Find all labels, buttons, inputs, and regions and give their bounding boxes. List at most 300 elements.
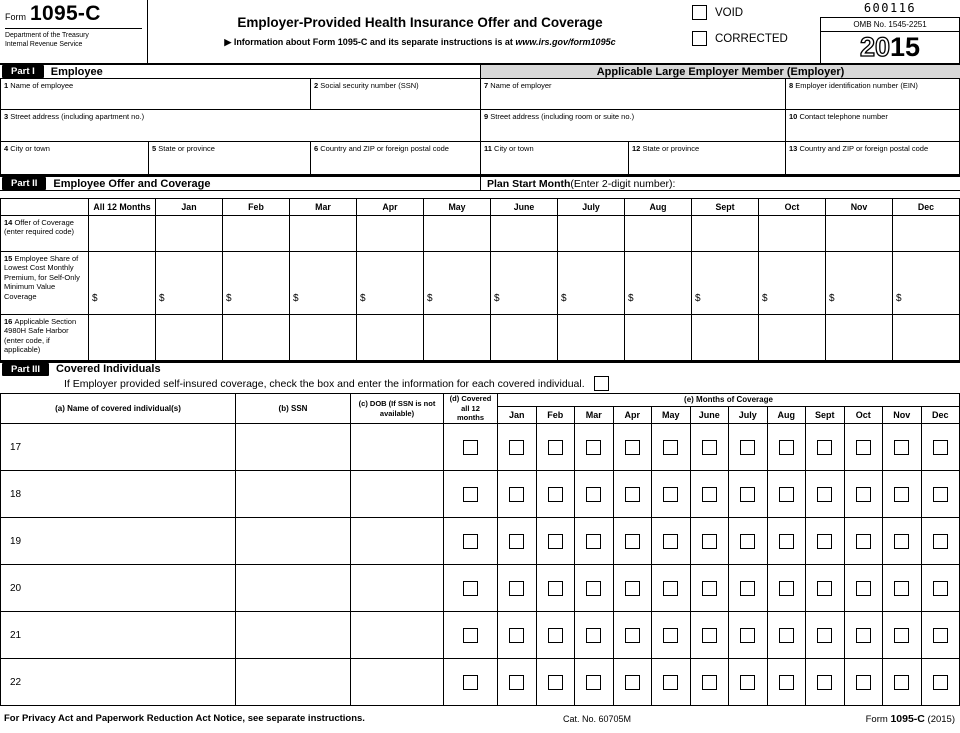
covered-individual-ssn-cell[interactable] <box>236 424 351 470</box>
month-coverage-cell <box>498 424 537 470</box>
part2-entry-cell[interactable] <box>692 252 759 315</box>
form-word: Form <box>5 12 26 22</box>
corrected-checkbox[interactable] <box>692 31 707 46</box>
part3-month-header: Mar <box>575 407 614 423</box>
part2-column-header: Feb <box>223 199 290 216</box>
dollar-sign: $ <box>561 293 567 304</box>
month-coverage-checkbox[interactable] <box>894 534 909 549</box>
part2-entry-cell[interactable] <box>156 216 223 252</box>
covered-individual-row-number: 20 <box>10 582 22 594</box>
month-coverage-cell <box>729 518 768 564</box>
covered-individual-ssn-cell[interactable] <box>236 612 351 658</box>
part2-entry-cell[interactable] <box>893 315 960 361</box>
field-employee-city[interactable] <box>1 142 149 175</box>
dollar-sign: $ <box>92 293 98 304</box>
field-label <box>152 144 307 153</box>
field-text: Employer identification number (EIN) <box>795 81 918 90</box>
part2-entry-cell[interactable] <box>893 216 960 252</box>
part2-entry-cell[interactable] <box>424 252 491 315</box>
month-coverage-checkbox[interactable] <box>663 534 678 549</box>
month-coverage-checkbox[interactable] <box>933 487 948 502</box>
month-coverage-checkbox[interactable] <box>548 440 563 455</box>
part2-entry-cell[interactable] <box>424 315 491 361</box>
part3-month-header: Dec <box>931 410 949 420</box>
covered-all-12-months-checkbox[interactable] <box>463 675 478 690</box>
field-text: City or town <box>10 144 50 153</box>
month-coverage-checkbox[interactable] <box>625 487 640 502</box>
part2-entry-cell[interactable] <box>625 216 692 252</box>
month-coverage-checkbox[interactable] <box>856 675 871 690</box>
part2-entry-cell[interactable] <box>759 315 826 361</box>
footer-form-year: (2015) <box>924 714 955 725</box>
part2-coverage-table <box>0 198 960 361</box>
part3-month-header: May <box>652 407 691 423</box>
part3-instruction-text: If Employer provided self-insured coverage, check the box and enter the information for each covered individual. <box>64 377 585 390</box>
part2-entry-cell[interactable] <box>290 315 357 361</box>
part2-entry-cell[interactable] <box>89 252 156 315</box>
covered-individual-row-number: 17 <box>10 441 22 453</box>
covered-individual-row-number: 18 <box>10 488 22 500</box>
month-coverage-checkbox[interactable] <box>779 440 794 455</box>
field-employer-ein[interactable] <box>786 79 960 110</box>
part2-entry-cell[interactable] <box>893 252 960 315</box>
form-subtitle-url: www.irs.gov/form1095c <box>515 37 616 47</box>
part2-row-label <box>1 315 89 361</box>
part2-entry-cell[interactable] <box>625 315 692 361</box>
month-coverage-checkbox[interactable] <box>817 675 832 690</box>
month-coverage-checkbox[interactable] <box>740 440 755 455</box>
month-coverage-cell <box>768 424 807 470</box>
field-employer-street[interactable] <box>481 110 786 142</box>
month-coverage-cell <box>806 518 845 564</box>
covered-individual-name-cell[interactable] <box>1 612 236 658</box>
form-footer <box>0 713 960 729</box>
part2-row-number: 15 <box>4 254 13 263</box>
field-label <box>4 112 477 121</box>
covered-individual-row <box>1 471 960 518</box>
month-coverage-checkbox[interactable] <box>663 487 678 502</box>
field-number: 9 <box>484 112 489 121</box>
month-coverage-checkbox[interactable] <box>856 440 871 455</box>
month-coverage-checkbox[interactable] <box>625 675 640 690</box>
month-coverage-checkbox[interactable] <box>894 581 909 596</box>
form-title-block <box>148 0 692 63</box>
month-coverage-cell <box>575 659 614 705</box>
month-coverage-checkbox[interactable] <box>625 440 640 455</box>
month-coverage-cell <box>922 565 960 611</box>
month-coverage-cell <box>614 424 653 470</box>
month-coverage-checkbox[interactable] <box>548 487 563 502</box>
month-coverage-cell <box>575 565 614 611</box>
month-coverage-checkbox[interactable] <box>586 628 601 643</box>
month-coverage-checkbox[interactable] <box>509 534 524 549</box>
covered-individual-row-number: 22 <box>10 676 22 688</box>
month-coverage-checkbox[interactable] <box>894 675 909 690</box>
part2-entry-cell[interactable] <box>290 252 357 315</box>
month-coverage-cell <box>614 565 653 611</box>
covered-individual-name-cell[interactable] <box>1 518 236 564</box>
part2-table-body <box>1 216 960 361</box>
month-coverage-checkbox[interactable] <box>509 487 524 502</box>
field-label <box>484 112 782 121</box>
part2-entry-cell[interactable] <box>89 216 156 252</box>
month-coverage-cell <box>729 565 768 611</box>
month-coverage-checkbox[interactable] <box>548 675 563 690</box>
part2-title: Employee Offer and Coverage <box>53 177 211 190</box>
covered-individual-row <box>1 659 960 706</box>
part2-column-header: Oct <box>759 199 826 216</box>
part2-entry-cell[interactable] <box>759 216 826 252</box>
part2-entry-cell[interactable] <box>558 315 625 361</box>
month-coverage-checkbox[interactable] <box>702 581 717 596</box>
field-text: State or province <box>158 144 215 153</box>
field-number: 13 <box>789 144 798 153</box>
month-coverage-checkbox[interactable] <box>586 675 601 690</box>
month-coverage-cell <box>614 471 653 517</box>
part2-column-header: Apr <box>357 199 424 216</box>
covered-individual-ssn-cell[interactable] <box>236 659 351 705</box>
month-coverage-cell <box>498 471 537 517</box>
month-coverage-cell <box>729 659 768 705</box>
month-coverage-cell <box>691 612 730 658</box>
footer-form-word: Form <box>865 714 891 725</box>
month-coverage-cell <box>922 612 960 658</box>
month-coverage-cell <box>845 424 884 470</box>
field-number: 4 <box>4 144 9 153</box>
plan-start-month-field[interactable] <box>480 177 960 190</box>
field-label <box>484 81 782 90</box>
month-coverage-checkbox[interactable] <box>702 534 717 549</box>
covered-all-12-months-checkbox[interactable] <box>463 440 478 455</box>
month-coverage-checkbox[interactable] <box>856 581 871 596</box>
part2-entry-cell[interactable] <box>89 315 156 361</box>
covered-individual-dob-cell[interactable] <box>351 612 444 658</box>
field-label <box>314 144 477 153</box>
part2-column-header: Mar <box>290 199 357 216</box>
month-coverage-cell <box>537 471 576 517</box>
month-coverage-cell <box>652 612 691 658</box>
privacy-act-notice: For Privacy Act and Paperwork Reduction Act Notice, see separate instructions. <box>4 713 365 724</box>
part1-title: Employee <box>50 65 103 78</box>
part2-row-label <box>1 216 89 252</box>
covered-individual-ssn-cell[interactable] <box>236 518 351 564</box>
part2-entry-cell[interactable] <box>558 216 625 252</box>
month-coverage-checkbox[interactable] <box>779 487 794 502</box>
part2-row-14 <box>1 216 960 252</box>
part2-header-row <box>1 199 960 216</box>
month-coverage-checkbox[interactable] <box>586 487 601 502</box>
covered-all-12-months-cell <box>444 424 498 470</box>
month-coverage-cell <box>537 659 576 705</box>
month-coverage-cell <box>691 659 730 705</box>
void-label: VOID <box>715 6 744 19</box>
part2-bar-left <box>0 177 480 190</box>
month-coverage-checkbox[interactable] <box>856 628 871 643</box>
field-employee-ssn[interactable] <box>311 79 481 110</box>
month-coverage-checkbox[interactable] <box>702 675 717 690</box>
part3-month-header: Oct <box>845 407 884 423</box>
field-label <box>4 144 145 153</box>
field-text: Contact telephone number <box>799 112 888 121</box>
part3-month-cells <box>498 424 960 470</box>
covered-individual-name-cell[interactable] <box>1 424 236 470</box>
month-coverage-checkbox[interactable] <box>702 440 717 455</box>
dollar-sign: $ <box>226 293 232 304</box>
part2-entry-cell[interactable] <box>223 315 290 361</box>
month-coverage-checkbox[interactable] <box>779 628 794 643</box>
field-text: Social security number (SSN) <box>320 81 419 90</box>
part2-entry-cell[interactable] <box>826 315 893 361</box>
month-coverage-cell <box>845 612 884 658</box>
month-coverage-cell <box>575 424 614 470</box>
month-coverage-checkbox[interactable] <box>817 440 832 455</box>
covered-individual-dob-cell[interactable] <box>351 565 444 611</box>
form-number: 1095-C <box>30 2 101 25</box>
field-number: 7 <box>484 81 489 90</box>
month-coverage-checkbox[interactable] <box>933 534 948 549</box>
part2-entry-cell[interactable] <box>558 252 625 315</box>
part2-row-label <box>1 252 89 315</box>
covered-all-12-months-checkbox[interactable] <box>463 628 478 643</box>
catalog-number: Cat. No. 60705M <box>563 714 632 724</box>
field-employer-country[interactable] <box>786 142 960 175</box>
month-coverage-cell <box>537 565 576 611</box>
month-coverage-cell <box>883 471 922 517</box>
field-label <box>789 144 956 153</box>
field-employee-street[interactable] <box>1 110 481 142</box>
form-identity-block <box>0 0 148 63</box>
month-coverage-checkbox[interactable] <box>740 487 755 502</box>
part2-column-header: May <box>424 199 491 216</box>
part1-row-3 <box>1 142 960 175</box>
part2-entry-cell[interactable] <box>491 216 558 252</box>
month-coverage-checkbox[interactable] <box>509 440 524 455</box>
field-text: State or province <box>642 144 700 153</box>
part2-row-label-text: Offer of Coverage (enter required code) <box>4 218 75 237</box>
dollar-sign: $ <box>360 293 366 304</box>
month-coverage-cell <box>922 518 960 564</box>
form-subtitle <box>224 37 615 48</box>
part3-header-name: (a) Name of covered individual(s) <box>1 394 236 423</box>
month-coverage-checkbox[interactable] <box>586 440 601 455</box>
omb-box <box>820 17 960 63</box>
field-employee-state[interactable] <box>149 142 311 175</box>
field-employee-name[interactable] <box>1 79 311 110</box>
month-coverage-checkbox[interactable] <box>702 487 717 502</box>
part3-month-cells <box>498 565 960 611</box>
month-coverage-cell <box>537 612 576 658</box>
month-coverage-cell <box>806 424 845 470</box>
field-text: Street address (including apartment no.) <box>10 112 145 121</box>
covered-individual-dob-cell[interactable] <box>351 659 444 705</box>
month-coverage-checkbox[interactable] <box>933 628 948 643</box>
field-number: 5 <box>152 144 157 153</box>
covered-individual-name-cell[interactable] <box>1 565 236 611</box>
covered-individual-ssn-cell[interactable] <box>236 471 351 517</box>
month-coverage-checkbox[interactable] <box>856 487 871 502</box>
part2-entry-cell[interactable] <box>156 252 223 315</box>
part2-entry-cell[interactable] <box>357 252 424 315</box>
month-coverage-checkbox[interactable] <box>817 534 832 549</box>
part3-month-cells <box>498 659 960 705</box>
month-coverage-checkbox[interactable] <box>586 534 601 549</box>
field-number: 3 <box>4 112 9 121</box>
part1-bar-left <box>0 65 480 78</box>
part3-title: Covered Individuals <box>56 363 161 375</box>
part2-entry-cell[interactable] <box>357 216 424 252</box>
void-row <box>692 5 820 20</box>
field-text: City or town <box>494 144 534 153</box>
part2-entry-cell[interactable] <box>290 216 357 252</box>
month-coverage-checkbox[interactable] <box>817 628 832 643</box>
part2-row-label-text: Employee Share of Lowest Cost Monthly Premium, for Self-Only Minimum Value Coverage <box>4 254 80 301</box>
month-coverage-checkbox[interactable] <box>663 628 678 643</box>
part2-entry-cell[interactable] <box>491 252 558 315</box>
month-coverage-checkbox[interactable] <box>894 487 909 502</box>
month-coverage-checkbox[interactable] <box>894 628 909 643</box>
month-coverage-cell <box>922 424 960 470</box>
month-coverage-checkbox[interactable] <box>625 628 640 643</box>
covered-individual-name-cell[interactable] <box>1 659 236 705</box>
covered-all-12-months-cell <box>444 565 498 611</box>
dollar-sign: $ <box>762 293 768 304</box>
part3-month-cells <box>498 518 960 564</box>
month-coverage-checkbox[interactable] <box>817 581 832 596</box>
month-coverage-checkbox[interactable] <box>933 675 948 690</box>
dollar-sign: $ <box>695 293 701 304</box>
month-coverage-cell <box>498 518 537 564</box>
month-coverage-cell <box>614 518 653 564</box>
part3-month-header: Apr <box>614 407 653 423</box>
part2-entry-cell[interactable] <box>424 216 491 252</box>
month-coverage-checkbox[interactable] <box>548 581 563 596</box>
month-coverage-checkbox[interactable] <box>933 581 948 596</box>
month-coverage-checkbox[interactable] <box>663 581 678 596</box>
field-employer-city[interactable] <box>481 142 629 175</box>
covered-individual-name-cell[interactable] <box>1 471 236 517</box>
month-coverage-checkbox[interactable] <box>548 628 563 643</box>
part3-header-months-group <box>498 394 960 423</box>
month-coverage-checkbox[interactable] <box>856 534 871 549</box>
field-employee-country[interactable] <box>311 142 481 175</box>
field-text: Street address (including room or suite no.) <box>490 112 635 121</box>
part2-badge: Part II <box>2 177 46 190</box>
month-coverage-checkbox[interactable] <box>586 581 601 596</box>
form-header <box>0 0 960 63</box>
month-coverage-checkbox[interactable] <box>509 581 524 596</box>
month-coverage-checkbox[interactable] <box>740 581 755 596</box>
dollar-sign: $ <box>628 293 634 304</box>
part2-entry-cell[interactable] <box>625 252 692 315</box>
month-coverage-checkbox[interactable] <box>702 628 717 643</box>
part3-instruction-row <box>0 375 960 393</box>
month-coverage-checkbox[interactable] <box>625 534 640 549</box>
field-employer-phone[interactable] <box>786 110 960 142</box>
covered-individuals-table <box>0 393 960 706</box>
part2-entry-cell[interactable] <box>223 216 290 252</box>
part2-entry-cell[interactable] <box>491 315 558 361</box>
month-coverage-checkbox[interactable] <box>663 675 678 690</box>
part2-entry-cell[interactable] <box>156 315 223 361</box>
covered-all-12-months-checkbox[interactable] <box>463 487 478 502</box>
field-text: Name of employee <box>10 81 74 90</box>
field-label <box>632 144 782 153</box>
field-label <box>314 81 477 90</box>
month-coverage-checkbox[interactable] <box>779 534 794 549</box>
covered-all-12-months-cell <box>444 612 498 658</box>
month-coverage-checkbox[interactable] <box>779 675 794 690</box>
month-coverage-cell <box>691 424 730 470</box>
month-coverage-checkbox[interactable] <box>894 440 909 455</box>
month-coverage-checkbox[interactable] <box>933 440 948 455</box>
covered-individual-ssn-cell[interactable] <box>236 565 351 611</box>
covered-individual-dob-cell[interactable] <box>351 471 444 517</box>
part3-header-months-label: (e) Months of Coverage <box>498 394 959 407</box>
part2-entry-cell[interactable] <box>357 315 424 361</box>
field-employer-name[interactable] <box>481 79 786 110</box>
field-number: 10 <box>789 112 798 121</box>
month-coverage-checkbox[interactable] <box>663 440 678 455</box>
covered-individual-row <box>1 424 960 471</box>
part1-employer-title: Applicable Large Employer Member (Employer) <box>480 65 960 78</box>
field-label <box>484 144 625 153</box>
covered-individual-row <box>1 612 960 659</box>
field-employer-state[interactable] <box>629 142 786 175</box>
month-coverage-checkbox[interactable] <box>509 628 524 643</box>
month-coverage-cell <box>652 565 691 611</box>
part2-entry-cell[interactable] <box>826 216 893 252</box>
part2-entry-cell[interactable] <box>826 252 893 315</box>
covered-individual-row-number: 21 <box>10 629 22 641</box>
covered-individual-dob-cell[interactable] <box>351 518 444 564</box>
month-coverage-checkbox[interactable] <box>625 581 640 596</box>
part2-entry-cell[interactable] <box>692 216 759 252</box>
month-coverage-cell <box>498 565 537 611</box>
month-coverage-checkbox[interactable] <box>740 675 755 690</box>
month-coverage-cell <box>652 518 691 564</box>
month-coverage-cell <box>883 612 922 658</box>
part3-month-cells <box>498 471 960 517</box>
month-coverage-cell <box>922 659 960 705</box>
part2-entry-cell[interactable] <box>692 315 759 361</box>
month-coverage-cell <box>498 612 537 658</box>
part3-month-header: Aug <box>768 407 807 423</box>
month-coverage-cell <box>845 471 884 517</box>
month-coverage-checkbox[interactable] <box>740 628 755 643</box>
void-checkbox[interactable] <box>692 5 707 20</box>
part3-header-covered-all-12: (d) Covered all 12 months <box>444 394 498 423</box>
self-insured-coverage-checkbox[interactable] <box>594 376 609 391</box>
part2-entry-cell[interactable] <box>223 252 290 315</box>
part2-header-spacer <box>1 199 89 216</box>
covered-all-12-months-checkbox[interactable] <box>463 581 478 596</box>
month-coverage-checkbox[interactable] <box>509 675 524 690</box>
month-coverage-checkbox[interactable] <box>548 534 563 549</box>
field-number: 12 <box>632 144 641 153</box>
covered-individual-dob-cell[interactable] <box>351 424 444 470</box>
part2-entry-cell[interactable] <box>759 252 826 315</box>
form-title: Employer-Provided Health Insurance Offer and Coverage <box>237 15 603 30</box>
month-coverage-checkbox[interactable] <box>779 581 794 596</box>
month-coverage-cell <box>768 471 807 517</box>
month-coverage-cell <box>691 565 730 611</box>
month-coverage-cell <box>575 518 614 564</box>
month-coverage-cell <box>768 659 807 705</box>
month-coverage-checkbox[interactable] <box>740 534 755 549</box>
part2-column-header: Jan <box>156 199 223 216</box>
covered-all-12-months-checkbox[interactable] <box>463 534 478 549</box>
month-coverage-checkbox[interactable] <box>817 487 832 502</box>
